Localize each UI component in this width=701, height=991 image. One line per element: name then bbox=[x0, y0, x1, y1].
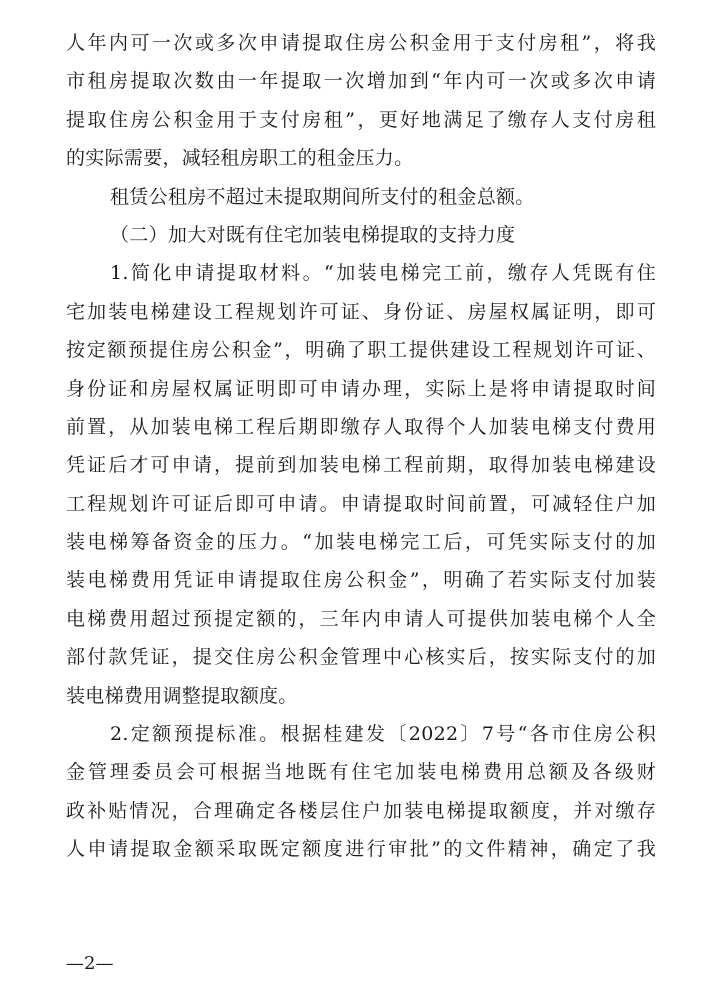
text-line: 提取住房公积金用于支付房租”，更好地满足了缴存人支付房租 bbox=[66, 108, 656, 131]
text-line: 宅加装电梯建设工程规划许可证、身份证、房屋权属证明，即可 bbox=[66, 300, 656, 323]
text-line: 金管理委员会可根据当地既有住宅加装电梯费用总额及各级财 bbox=[66, 761, 656, 784]
text-line: 装电梯费用调整提取额度。 bbox=[66, 684, 298, 707]
text-line: 装电梯筹备资金的压力。“加装电梯完工后，可凭实际支付的加 bbox=[66, 531, 656, 554]
document-body bbox=[66, 24, 656, 869]
section-heading: （二）加大对既有住宅加装电梯提取的支持力度 bbox=[110, 223, 516, 246]
text-line: 政补贴情况，合理确定各楼层住户加装电梯提取额度，并对缴存 bbox=[66, 799, 656, 822]
page-number: —2— bbox=[66, 953, 114, 974]
text-line: 按定额预提住房公积金”，明确了职工提供建设工程规划许可证、 bbox=[66, 339, 656, 362]
text-line: 前置，从加装电梯工程后期即缴存人取得个人加装电梯支付费用 bbox=[66, 415, 656, 438]
text-line: 凭证后才可申请，提前到加装电梯工程前期，取得加装电梯建设 bbox=[66, 454, 656, 477]
text-line: 部付款凭证，提交住房公积金管理中心核实后，按实际支付的加 bbox=[66, 646, 656, 669]
text-line: 人申请提取金额采取既定额度进行审批”的文件精神，确定了我 bbox=[66, 838, 656, 861]
text-line: 市租房提取次数由一年提取一次增加到“年内可一次或多次申请 bbox=[66, 70, 656, 93]
text-line: 身份证和房屋权属证明即可申请办理，实际上是将申请提取时间 bbox=[66, 377, 656, 400]
text-line: 人年内可一次或多次申请提取住房公积金用于支付房租”，将我 bbox=[66, 32, 656, 54]
text-line: 工程规划许可证后即可申请。申请提取时间前置，可减轻住户加 bbox=[66, 492, 656, 515]
text-line: 装电梯费用凭证申请提取住房公积金”，明确了若实际支付加装 bbox=[66, 569, 656, 592]
text-line: 电梯费用超过预提定额的，三年内申请人可提供加装电梯个人全 bbox=[66, 607, 656, 630]
text-line: 的实际需要，减轻租房职工的租金压力。 bbox=[66, 147, 414, 170]
text-line: 租赁公租房不超过未提取期间所支付的租金总额。 bbox=[110, 185, 535, 208]
text-line: 1.简化申请提取材料。“加装电梯完工前，缴存人凭既有住 bbox=[110, 262, 656, 285]
text-line: 2.定额预提标准。根据桂建发〔2022〕7号“各市住房公积 bbox=[110, 723, 656, 746]
